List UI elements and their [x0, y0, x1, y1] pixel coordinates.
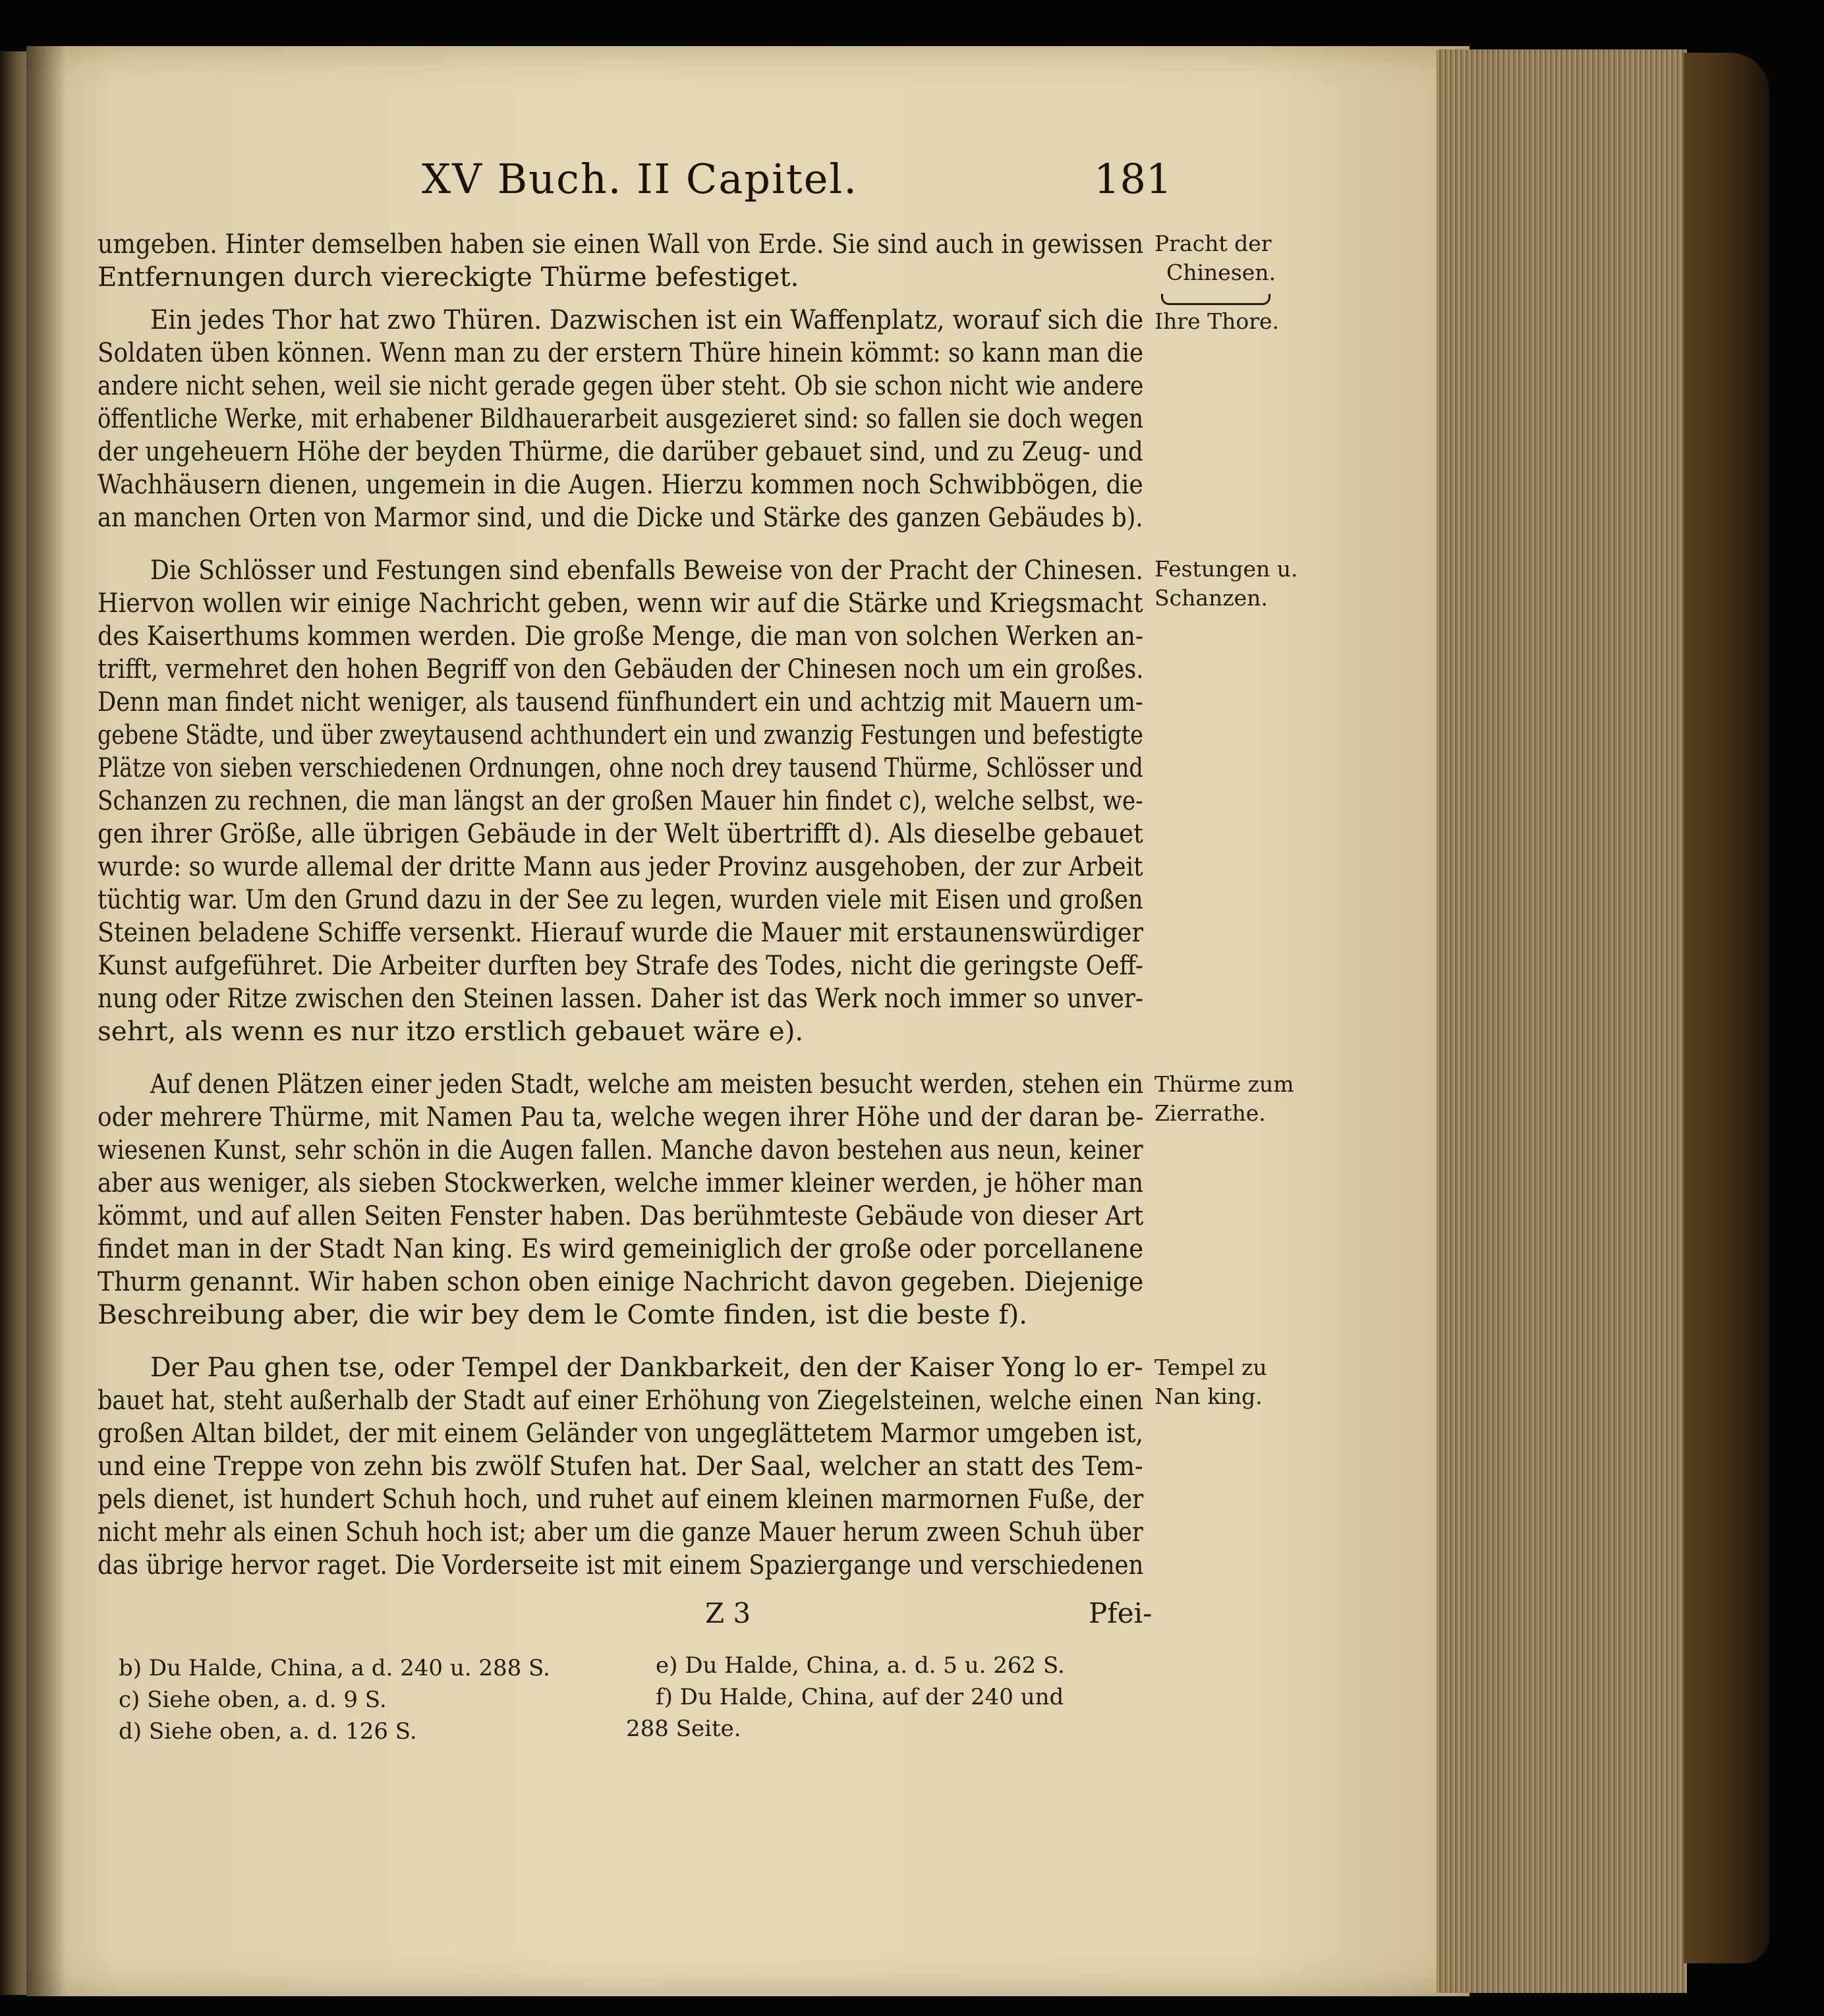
body-line: Soldaten üben können. Wenn man zu der erstern Thüre hinein kömmt: so kann man die [98, 337, 1144, 368]
body-line: oder mehrere Thürme, mit Namen Pau ta, welche wegen ihrer Höhe und der daran be- [98, 1101, 1144, 1133]
body-line: Beschreibung aber, die wir bey dem le Comte finden, ist die beste f). [98, 1299, 1028, 1330]
running-head: XV Buch. II Capitel. [422, 155, 858, 203]
footnote: 288 Seite. [626, 1716, 741, 1742]
body-line: Thurm genannt. Wir haben schon oben einige Nachricht davon gegeben. Diejenige [98, 1266, 1144, 1297]
body-line: kömmt, und auf allen Seiten Fenster haben. Das berühmteste Gebäude von dieser Art [98, 1200, 1144, 1231]
book-cover-edge [1684, 53, 1769, 1963]
page-number: 181 [1094, 155, 1172, 203]
body-line: Kunst aufgeführet. Die Arbeiter durften bey Strafe des Todes, nicht die geringste Oeff- [98, 949, 1144, 981]
body-line: Plätze von sieben verschiedenen Ordnungen, ohne noch drey tausend Thürme, Schlösser und [98, 752, 1143, 783]
body-line: Die Schlösser und Festungen sind ebenfalls Beweise von der Pracht der Chinesen. [150, 554, 1143, 586]
body-line: öffentliche Werke, mit erhabener Bildhauerarbeit ausgezieret sind: so fallen sie doch wegen [98, 403, 1143, 434]
footnote: c) Siehe oben, a. d. 9 S. [119, 1687, 387, 1713]
footnote: b) Du Halde, China, a d. 240 u. 288 S. [119, 1655, 550, 1681]
body-line: Wachhäusern dienen, ungemein in die Augen. Hierzu kommen noch Schwibbögen, die [98, 468, 1143, 500]
body-line: Hiervon wollen wir einige Nachricht geben, wenn wir auf die Stärke und Kriegsmacht [98, 587, 1143, 619]
body-line: an manchen Orten von Marmor sind, und die Dicke und Stärke des ganzen Gebäudes b). [98, 501, 1143, 533]
body-line: nung oder Ritze zwischen den Steinen lassen. Daher ist das Werk noch immer so unver- [98, 982, 1143, 1014]
page-block-edges [1437, 49, 1687, 1993]
marginal-note: Nan king. [1154, 1384, 1263, 1409]
marginal-note: Chinesen. [1166, 260, 1276, 285]
body-line: trifft, vermehret den hohen Begriff von den Gebäuden der Chinesen noch um ein großes. [98, 653, 1144, 685]
marginal-note: Thürme zum [1154, 1071, 1294, 1097]
body-line: sehrt, als wenn es nur itzo erstlich gebauet wäre e). [98, 1015, 804, 1047]
body-line: aber aus weniger, als sieben Stockwerken, welche immer kleiner werden, je höher man [98, 1167, 1144, 1198]
body-line: wiesenen Kunst, sehr schön in die Augen fallen. Manche davon bestehen aus neun, keiner [98, 1134, 1143, 1165]
marginal-brace [1161, 294, 1270, 305]
body-line: der ungeheuern Höhe der beyden Thürme, die darüber gebauet sind, und zu Zeug- und [98, 435, 1143, 467]
body-line: Steinen beladene Schiffe versenkt. Hierauf wurde die Mauer mit erstaunenswürdiger [98, 916, 1143, 948]
catchword: Pfei- [1089, 1597, 1153, 1629]
body-line: das übrige hervor raget. Die Vorderseite ist mit einem Spaziergange und verschiedenen [98, 1549, 1144, 1581]
page-gutter-shadow [26, 46, 66, 1996]
marginal-note: Pracht der [1154, 231, 1272, 256]
body-line: andere nicht sehen, weil sie nicht gerade gegen über steht. Ob sie schon nicht wie andere [98, 370, 1144, 401]
body-line: wurde: so wurde allemal der dritte Mann aus jeder Provinz ausgehoben, der zur Arbeit [98, 851, 1143, 882]
body-line: Auf denen Plätzen einer jeden Stadt, welche am meisten besucht werden, stehen ein [150, 1068, 1144, 1100]
body-line: bauet hat, steht außerhalb der Stadt auf einer Erhöhung von Ziegelsteinen, welche einen [98, 1384, 1143, 1416]
body-line: pels dienet, ist hundert Schuh hoch, und ruhet auf einem kleinen marmornen Fuße, der [98, 1483, 1144, 1515]
marginal-note: Zierrathe. [1154, 1100, 1266, 1126]
body-line: Der Pau ghen tse, oder Tempel der Dankbarkeit, den der Kaiser Yong lo er- [150, 1351, 1143, 1383]
body-line: Schanzen zu rechnen, die man längst an der großen Mauer hin findet c), welche selbst, we- [98, 785, 1143, 816]
marginal-note: Festungen u. [1154, 556, 1298, 582]
signature-mark: Z 3 [705, 1597, 751, 1629]
marginal-note: Ihre Thore. [1154, 308, 1280, 334]
body-line: gebene Städte, und über zweytausend achthundert ein und zwanzig Festungen und befestigte [98, 719, 1143, 750]
body-line: gen ihrer Größe, alle übrigen Gebäude in der Welt übertrifft d). Als dieselbe gebauet [98, 818, 1143, 849]
marginal-note: Schanzen. [1154, 585, 1268, 611]
marginal-note: Tempel zu [1154, 1355, 1267, 1380]
body-line: des Kaiserthums kommen werden. Die große Menge, die man von solchen Werken an- [98, 620, 1144, 652]
footnote: d) Siehe oben, a. d. 126 S. [119, 1718, 417, 1745]
body-line: Denn man findet nicht weniger, als tausend fünfhundert ein und achtzig mit Mauern um- [98, 686, 1143, 717]
footnote: f) Du Halde, China, auf der 240 und [656, 1684, 1064, 1710]
body-line: großen Altan bildet, der mit einem Geländer von ungeglättetem Marmor umgeben ist, [98, 1417, 1143, 1449]
body-line: Entfernungen durch viereckigte Thürme befestiget. [98, 261, 799, 293]
body-line: findet man in der Stadt Nan king. Es wird gemeiniglich der große oder porcellanene [98, 1233, 1144, 1264]
body-line: umgeben. Hinter demselben haben sie einen Wall von Erde. Sie sind auch in gewissen [98, 228, 1144, 260]
body-line: und eine Treppe von zehn bis zwölf Stufen hat. Der Saal, welcher an statt des Tem- [98, 1450, 1143, 1482]
footnote: e) Du Halde, China, a. d. 5 u. 262 S. [656, 1652, 1065, 1679]
body-line: Ein jedes Thor hat zwo Thüren. Dazwischen ist ein Waffenplatz, worauf sich die [150, 304, 1144, 335]
body-line: tüchtig war. Um den Grund dazu in der See zu legen, wurden viele mit Eisen und großen [98, 883, 1143, 915]
body-line: nicht mehr als einen Schuh hoch ist; aber um die ganze Mauer herum zween Schuh über [98, 1516, 1143, 1548]
